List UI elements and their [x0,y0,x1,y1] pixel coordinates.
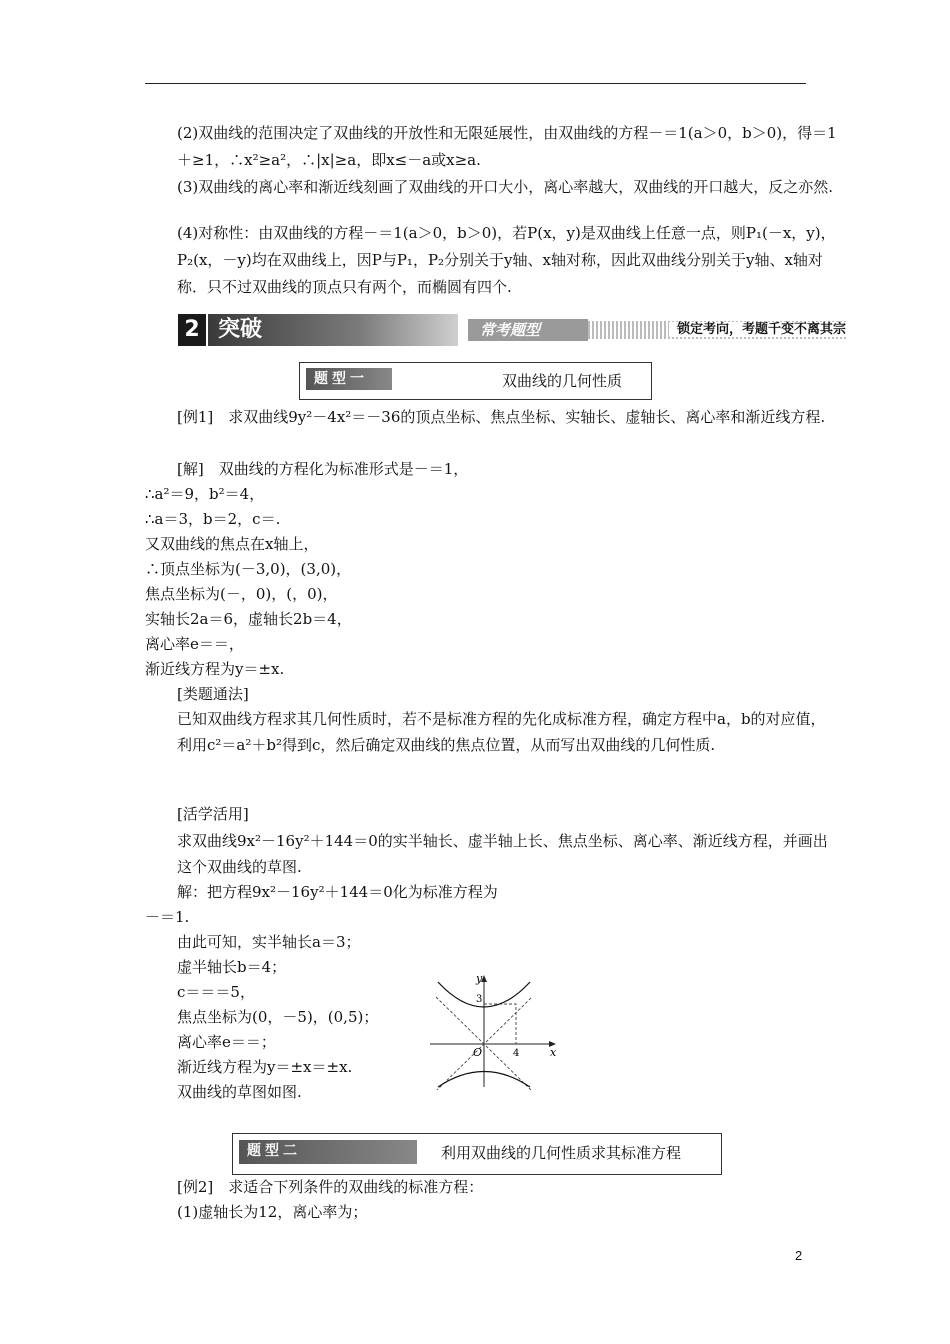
intro-paragraph-3: (3)双曲线的离心率和渐近线刻画了双曲线的开口大小，离心率越大，双曲线的开口越大，反之亦然. [177,178,834,196]
banner-motto-text: 锁定考向，考题千变不离其宗 [669,322,846,337]
question-type-2-title: 利用双曲线的几何性质求其标准方程 [441,1144,682,1162]
section-banner [178,312,846,350]
practice-line: 双曲线的草图如图. [177,1083,302,1101]
example-1-line: 焦点坐标为(－，0)，(，0)， [145,585,338,603]
example-2-prompt: [例2] 求适合下列条件的双曲线的标准方程： [177,1178,484,1196]
example-1-line: ∴a＝3，b＝2，c＝. [145,510,281,528]
example-1-line: ∴a²＝9，b²＝4， [145,485,265,503]
question-type-1-box [299,362,652,400]
tick-label-y: 3 [476,994,483,1005]
reference-rectangle [484,1004,516,1044]
example-1-line: 渐近线方程为y＝±x. [145,660,285,678]
header-rule [145,83,806,84]
practice-line: c＝＝＝5， [177,983,255,1001]
example-1-line: 离心率e＝＝， [145,635,244,653]
question-type-1-tag: 题型一 [306,368,392,390]
example-1-line: ∴顶点坐标为(－3,0)，(3,0)， [145,560,352,578]
banner-motto [503,319,846,341]
question-type-2-box [232,1133,722,1175]
practice-line: 离心率e＝＝； [177,1033,276,1051]
example-2-item-1: (1)虚轴长为12，离心率为； [177,1203,368,1221]
practice-prompt: 求双曲线9x²－16y²＋144＝0的实半轴长、虚半轴上长、焦点坐标、离心率、渐近线方程，并画出这个双曲线的草图. [177,832,828,876]
origin-label: O [473,1046,483,1059]
example-1-line: [解] 双曲线的方程化为标准形式是－＝1， [177,460,469,478]
intro-paragraph-2: (2)双曲线的范围决定了双曲线的开放性和无限延展性，由双曲线的方程－＝1(a＞0，b＞0)，得＝1＋≥1，∴x²≥a²，∴|x|≥a，即x≤－a或x≥a. [177,124,837,169]
x-axis-label: x [550,1046,557,1059]
banner-tag: 常考题型 [468,319,588,341]
page-number: 2 [795,1248,803,1263]
example-1-line: 实轴长2a＝6，虚轴长2b＝4， [145,610,352,628]
banner-number: 2 [178,314,206,346]
practice-heading: [活学活用] [177,805,249,823]
example-1-line: 又双曲线的焦点在x轴上， [145,535,319,553]
practice-line: 由此可知，实半轴长a＝3； [177,933,361,951]
practice-line: －＝1. [145,908,190,926]
practice-line: 虚半轴长b＝4； [177,958,287,976]
hyperbola-sketch [428,972,563,1090]
y-axis-label: y [476,972,483,985]
tick-label-x: 4 [513,1048,520,1059]
banner-title: 突破 [208,314,458,346]
practice-line: 焦点坐标为(0，－5)，(0,5)； [177,1008,379,1026]
method-heading: [类题通法] [177,685,249,703]
practice-line: 渐近线方程为y＝±x＝±x. [177,1058,353,1076]
question-type-1-title: 双曲线的几何性质 [502,372,623,390]
question-type-2-tag: 题型二 [239,1140,417,1164]
method-text: 已知双曲线方程求其几何性质时，若不是标准方程的先化成标准方程，确定方程中a，b的对应值，利用c²＝a²＋b²得到c，然后确定双曲线的焦点位置，从而写出双曲线的几何性质. [177,710,826,754]
intro-paragraph-4: (4)对称性：由双曲线的方程－＝1(a＞0，b＞0)，若P(x，y)是双曲线上任意一点，则P₁(－x，y)，P₂(x，－y)均在双曲线上，因P与P₁，P₂分别关于y轴、x轴对称，因此双曲线分别关于y轴、x轴对称．只不过双曲线的顶点只有两个，而椭圆有四个. [177,224,836,296]
example-1-prompt: [例1] 求双曲线9y²－4x²＝－36的顶点坐标、焦点坐标、实轴长、虚轴长、离心率和渐近线方程. [177,408,826,426]
practice-line: 解：把方程9x²－16y²＋144＝0化为标准方程为 [177,883,498,901]
